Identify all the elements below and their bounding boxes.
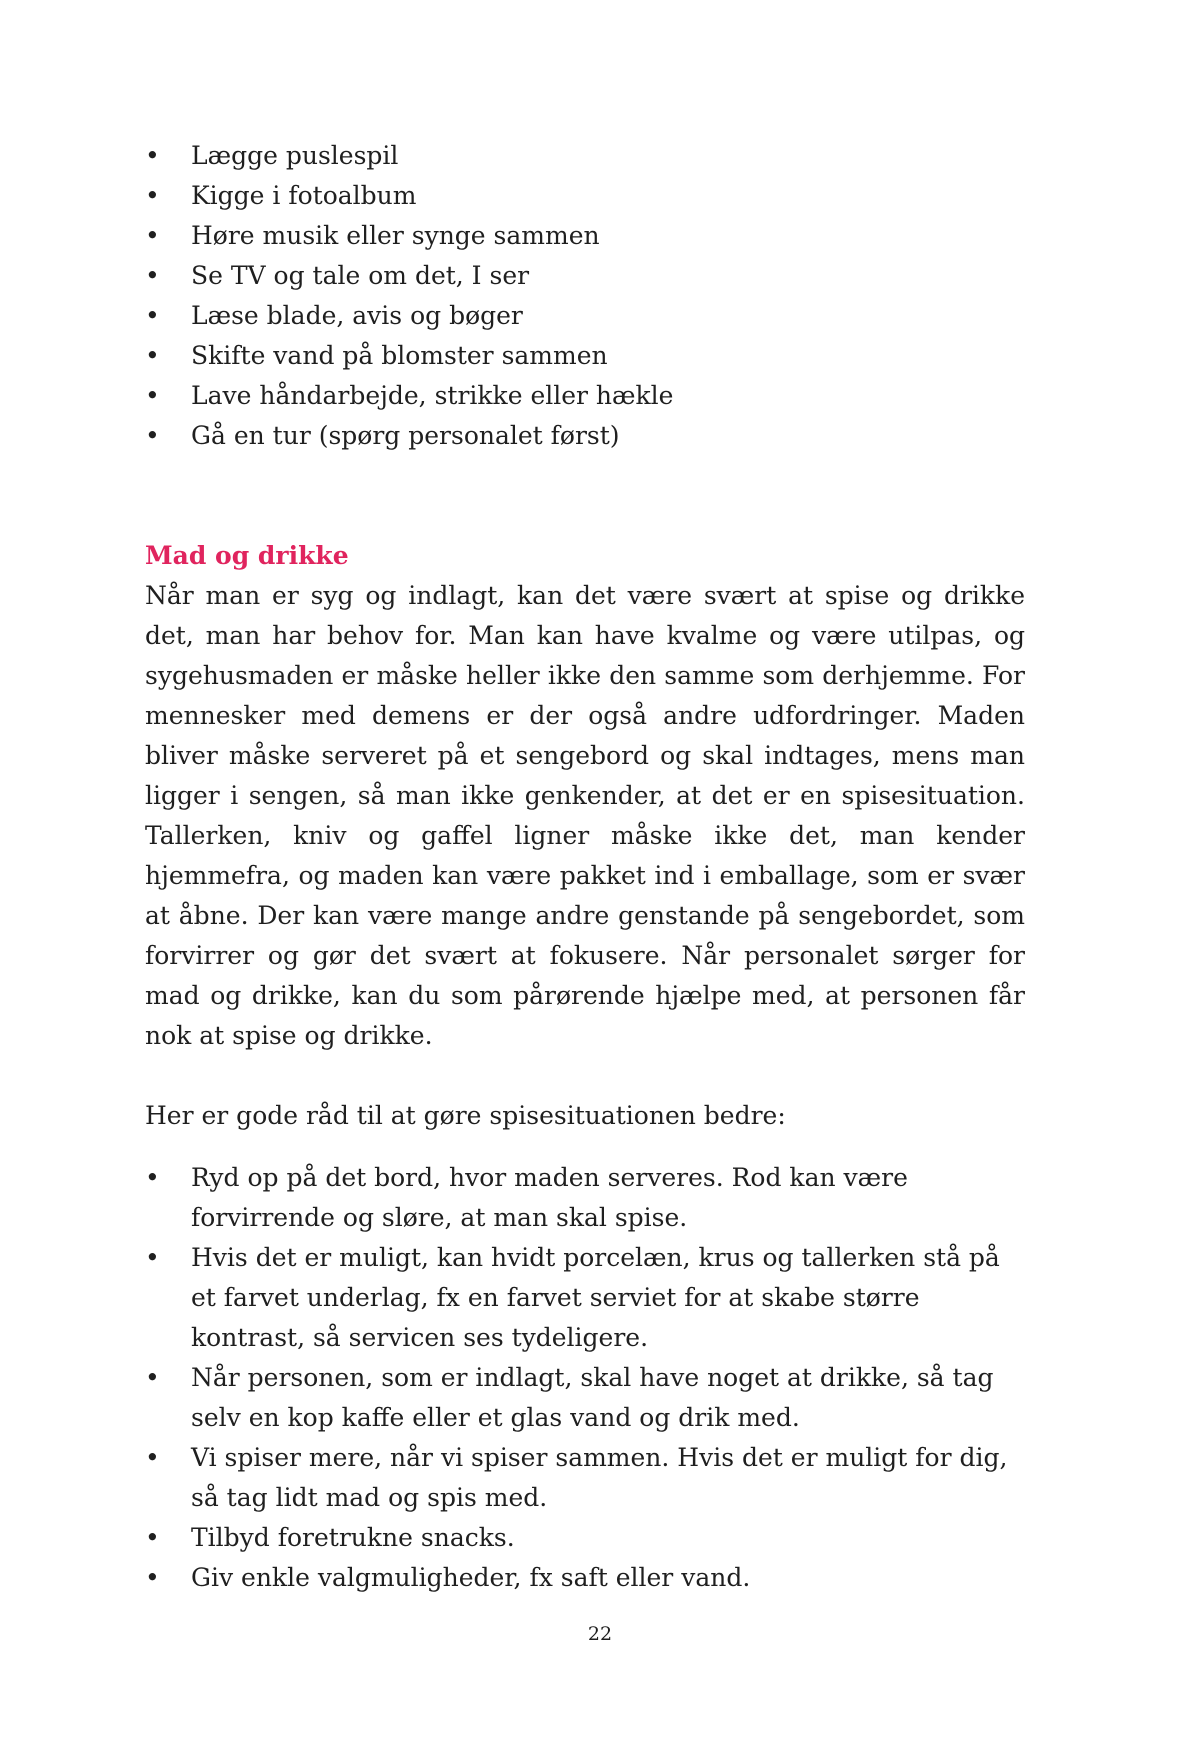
list-item: • Læse blade, avis og bøger — [145, 296, 1025, 336]
list-item: • Tilbyd foretrukne snacks. — [145, 1518, 1025, 1558]
list-item: • Giv enkle valgmuligheder, fx saft eller vand. — [145, 1558, 1025, 1598]
page-content — [145, 136, 1025, 1598]
list-item: • Se TV og tale om det, I ser — [145, 256, 1025, 296]
list-item: • Kigge i fotoalbum — [145, 176, 1025, 216]
list-item: • Når personen, som er indlagt, skal have noget at drikke, så tag selv en kop kaffe eller et glas vand og drik med. — [145, 1358, 1025, 1438]
list-item: • Ryd op på det bord, hvor maden serveres. Rod kan være forvirrende og sløre, at man skal spise. — [145, 1158, 1025, 1238]
section-heading: Mad og drikke — [145, 541, 349, 570]
tips-list — [145, 1158, 1025, 1598]
list-item: • Vi spiser mere, når vi spiser sammen. Hvis det er muligt for dig, så tag lidt mad og spis med. — [145, 1438, 1025, 1518]
list-item: • Høre musik eller synge sammen — [145, 216, 1025, 256]
page-number: 22 — [587, 1623, 613, 1645]
list-item: • Gå en tur (spørg personalet først) — [145, 416, 1025, 456]
list-item: • Skifte vand på blomster sammen — [145, 336, 1025, 376]
tips-intro: Her er gode råd til at gøre spisesituationen bedre: — [145, 1101, 786, 1130]
activities-list — [145, 136, 1025, 456]
body-paragraph: Når man er syg og indlagt, kan det være svært at spise og drikke det, man har behov for. Man kan have kvalme og være utilpas, og sygehusmaden er måske heller ikke den samme som derhjemme. For mennesker med demens er der også andre udfordringer. Maden bliver måske serveret på et sengebord og skal indtages, mens man ligger i sengen, så man ikke genkender, at det er en spisesituation. Tallerken, kniv og gaffel ligner måske ikke det, man kender hjemmefra, og maden kan være pakket ind i emballage, som er svær at åbne. Der kan være mange andre genstande på sengebordet, som forvirrer og gør det svært at fokusere. Når personalet sørger for mad og drikke, kan du som pårørende hjælpe med, at personen får nok at spise og drikke. — [145, 581, 1025, 1050]
list-item: • Hvis det er muligt, kan hvidt porcelæn, krus og tallerken stå på et farvet underlag, fx en farvet serviet for at skabe større kontrast, så servicen ses tydeligere. — [145, 1238, 1025, 1358]
list-item: • Lave håndarbejde, strikke eller hækle — [145, 376, 1025, 416]
list-item: • Lægge puslespil — [145, 136, 1025, 176]
